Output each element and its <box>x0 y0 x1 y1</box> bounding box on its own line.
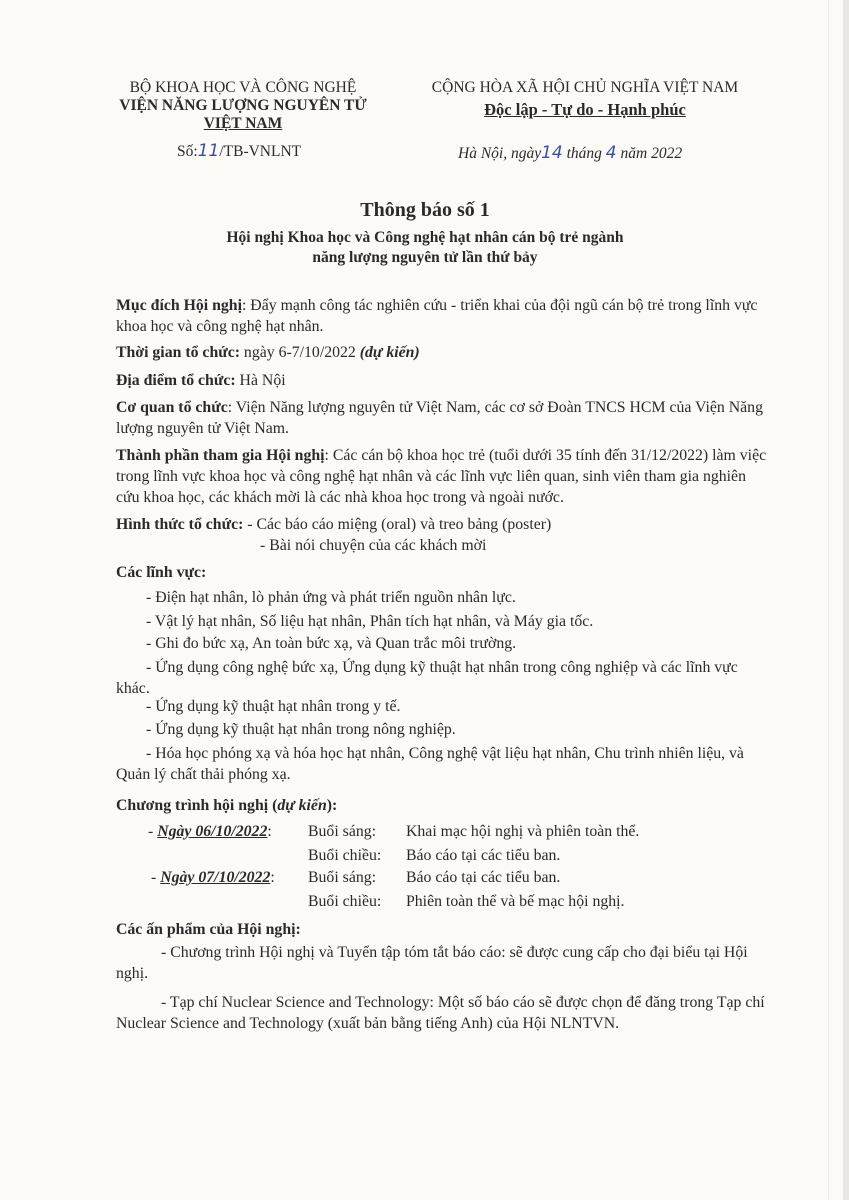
format-line2: - Bài nói chuyện của các khách mời <box>260 537 487 554</box>
national-motto: Độc lập - Tự do - Hạnh phúc <box>484 100 686 119</box>
program-session: Buổi chiều: <box>308 893 382 910</box>
handwritten-month: 4 <box>605 143 617 163</box>
fields-heading: Các lĩnh vực: <box>116 564 207 581</box>
program-session: Buổi sáng: <box>308 823 377 840</box>
program-session: Buổi chiều: <box>308 847 382 864</box>
venue-paragraph: Địa điểm tổ chức: Hà Nội <box>116 372 286 389</box>
program-activity: Báo cáo tại các tiểu ban. <box>406 847 561 864</box>
institute-name-line2: VIỆT NAM <box>203 115 283 132</box>
document-number: Số:11/TB-VNLNT <box>177 141 302 161</box>
purpose-paragraph: Mục đích Hội nghị: Đẩy mạnh công tác nghiên cứu - triển khai của đội ngũ cán bộ trẻ trong lĩnh vực khoa học và công nghệ hạt nhân. <box>116 297 758 335</box>
time-paragraph: Thời gian tổ chức: ngày 6-7/10/2022 (dự kiến) <box>116 344 420 361</box>
field-item: - Ứng dụng công nghệ bức xạ, Ứng dụng kỹ thuật hạt nhân trong công nghiệp và các lĩnh vực khác. <box>116 659 738 697</box>
publication-item: - Chương trình Hội nghị và Tuyển tập tóm tắt báo cáo: sẽ được cung cấp cho đại biểu tại Hội nghị. <box>116 944 748 982</box>
organizer-paragraph: Cơ quan tổ chức: Viện Năng lượng nguyên tử Việt Nam, các cơ sở Đoàn TNCS HCM của Viện Năng lượng nguyên tử Việt Nam. <box>116 399 763 437</box>
subtitle-line1: Hội nghị Khoa học và Công nghệ hạt nhân cán bộ trẻ ngành <box>226 229 624 246</box>
handwritten-day: 14 <box>541 143 563 163</box>
program-day2-label: - Ngày 07/10/2022: <box>151 869 275 886</box>
scan-edge-line <box>828 0 829 1200</box>
republic-name: CỘNG HÒA XÃ HỘI CHỦ NGHĨA VIỆT NAM <box>431 79 739 96</box>
program-activity: Phiên toàn thể và bế mạc hội nghị. <box>406 893 625 910</box>
field-item: - Ghi đo bức xạ, An toàn bức xạ, và Quan trắc môi trường. <box>146 635 517 652</box>
field-item: - Vật lý hạt nhân, Số liệu hạt nhân, Phân tích hạt nhân, và Máy gia tốc. <box>146 613 594 630</box>
document-date: Hà Nội, ngày14 tháng 4 năm 2022 <box>458 143 683 163</box>
program-activity: Báo cáo tại các tiểu ban. <box>406 869 561 886</box>
field-item: - Điện hạt nhân, lò phản ứng và phát triển nguồn nhân lực. <box>146 589 516 606</box>
scan-edge-shadow <box>843 0 849 1200</box>
program-session: Buổi sáng: <box>308 869 377 886</box>
page-title: Thông báo số 1 <box>360 199 490 221</box>
program-day1-label: - Ngày 06/10/2022: <box>148 823 272 840</box>
field-item: - Ứng dụng kỹ thuật hạt nhân trong y tế. <box>146 698 401 715</box>
handwritten-number: 11 <box>197 141 220 161</box>
program-activity: Khai mạc hội nghị và phiên toàn thể. <box>406 823 640 840</box>
field-item: - Hóa học phóng xạ và hóa học hạt nhân, Công nghệ vật liệu hạt nhân, Chu trình nhiên liệu, và Quản lý chất thải phóng xạ. <box>116 745 744 783</box>
field-item: - Ứng dụng kỹ thuật hạt nhân trong nông nghiệp. <box>146 721 456 738</box>
ministry-name: BỘ KHOA HỌC VÀ CÔNG NGHỆ <box>129 79 357 96</box>
subtitle-line2: năng lượng nguyên tử lần thứ bảy <box>312 249 538 266</box>
participants-paragraph: Thành phần tham gia Hội nghị: Các cán bộ khoa học trẻ (tuổi dưới 35 tính đến 31/12/2022) làm việc trong lĩnh vực khoa học và công nghệ hạt nhân và các lĩnh vực liên quan, sinh viên tham gia nghiên cứu khoa học, các khách mời là các nhà khoa học trong và ngoài nước. <box>116 447 767 506</box>
format-line1: Hình thức tổ chức: - Các báo cáo miệng (oral) và treo bảng (poster) <box>116 516 552 533</box>
program-heading: Chương trình hội nghị (dự kiến): <box>116 797 338 814</box>
institute-name-line1: VIỆN NĂNG LƯỢNG NGUYÊN TỬ <box>119 97 367 114</box>
publication-item: - Tạp chí Nuclear Science and Technology: Một số báo cáo sẽ được chọn để đăng trong Tạp chí Nuclear Science and Technology (xuất bản bằng tiếng Anh) của Hội NLNTVN. <box>116 994 765 1032</box>
publications-heading: Các ấn phẩm của Hội nghị: <box>116 921 301 938</box>
